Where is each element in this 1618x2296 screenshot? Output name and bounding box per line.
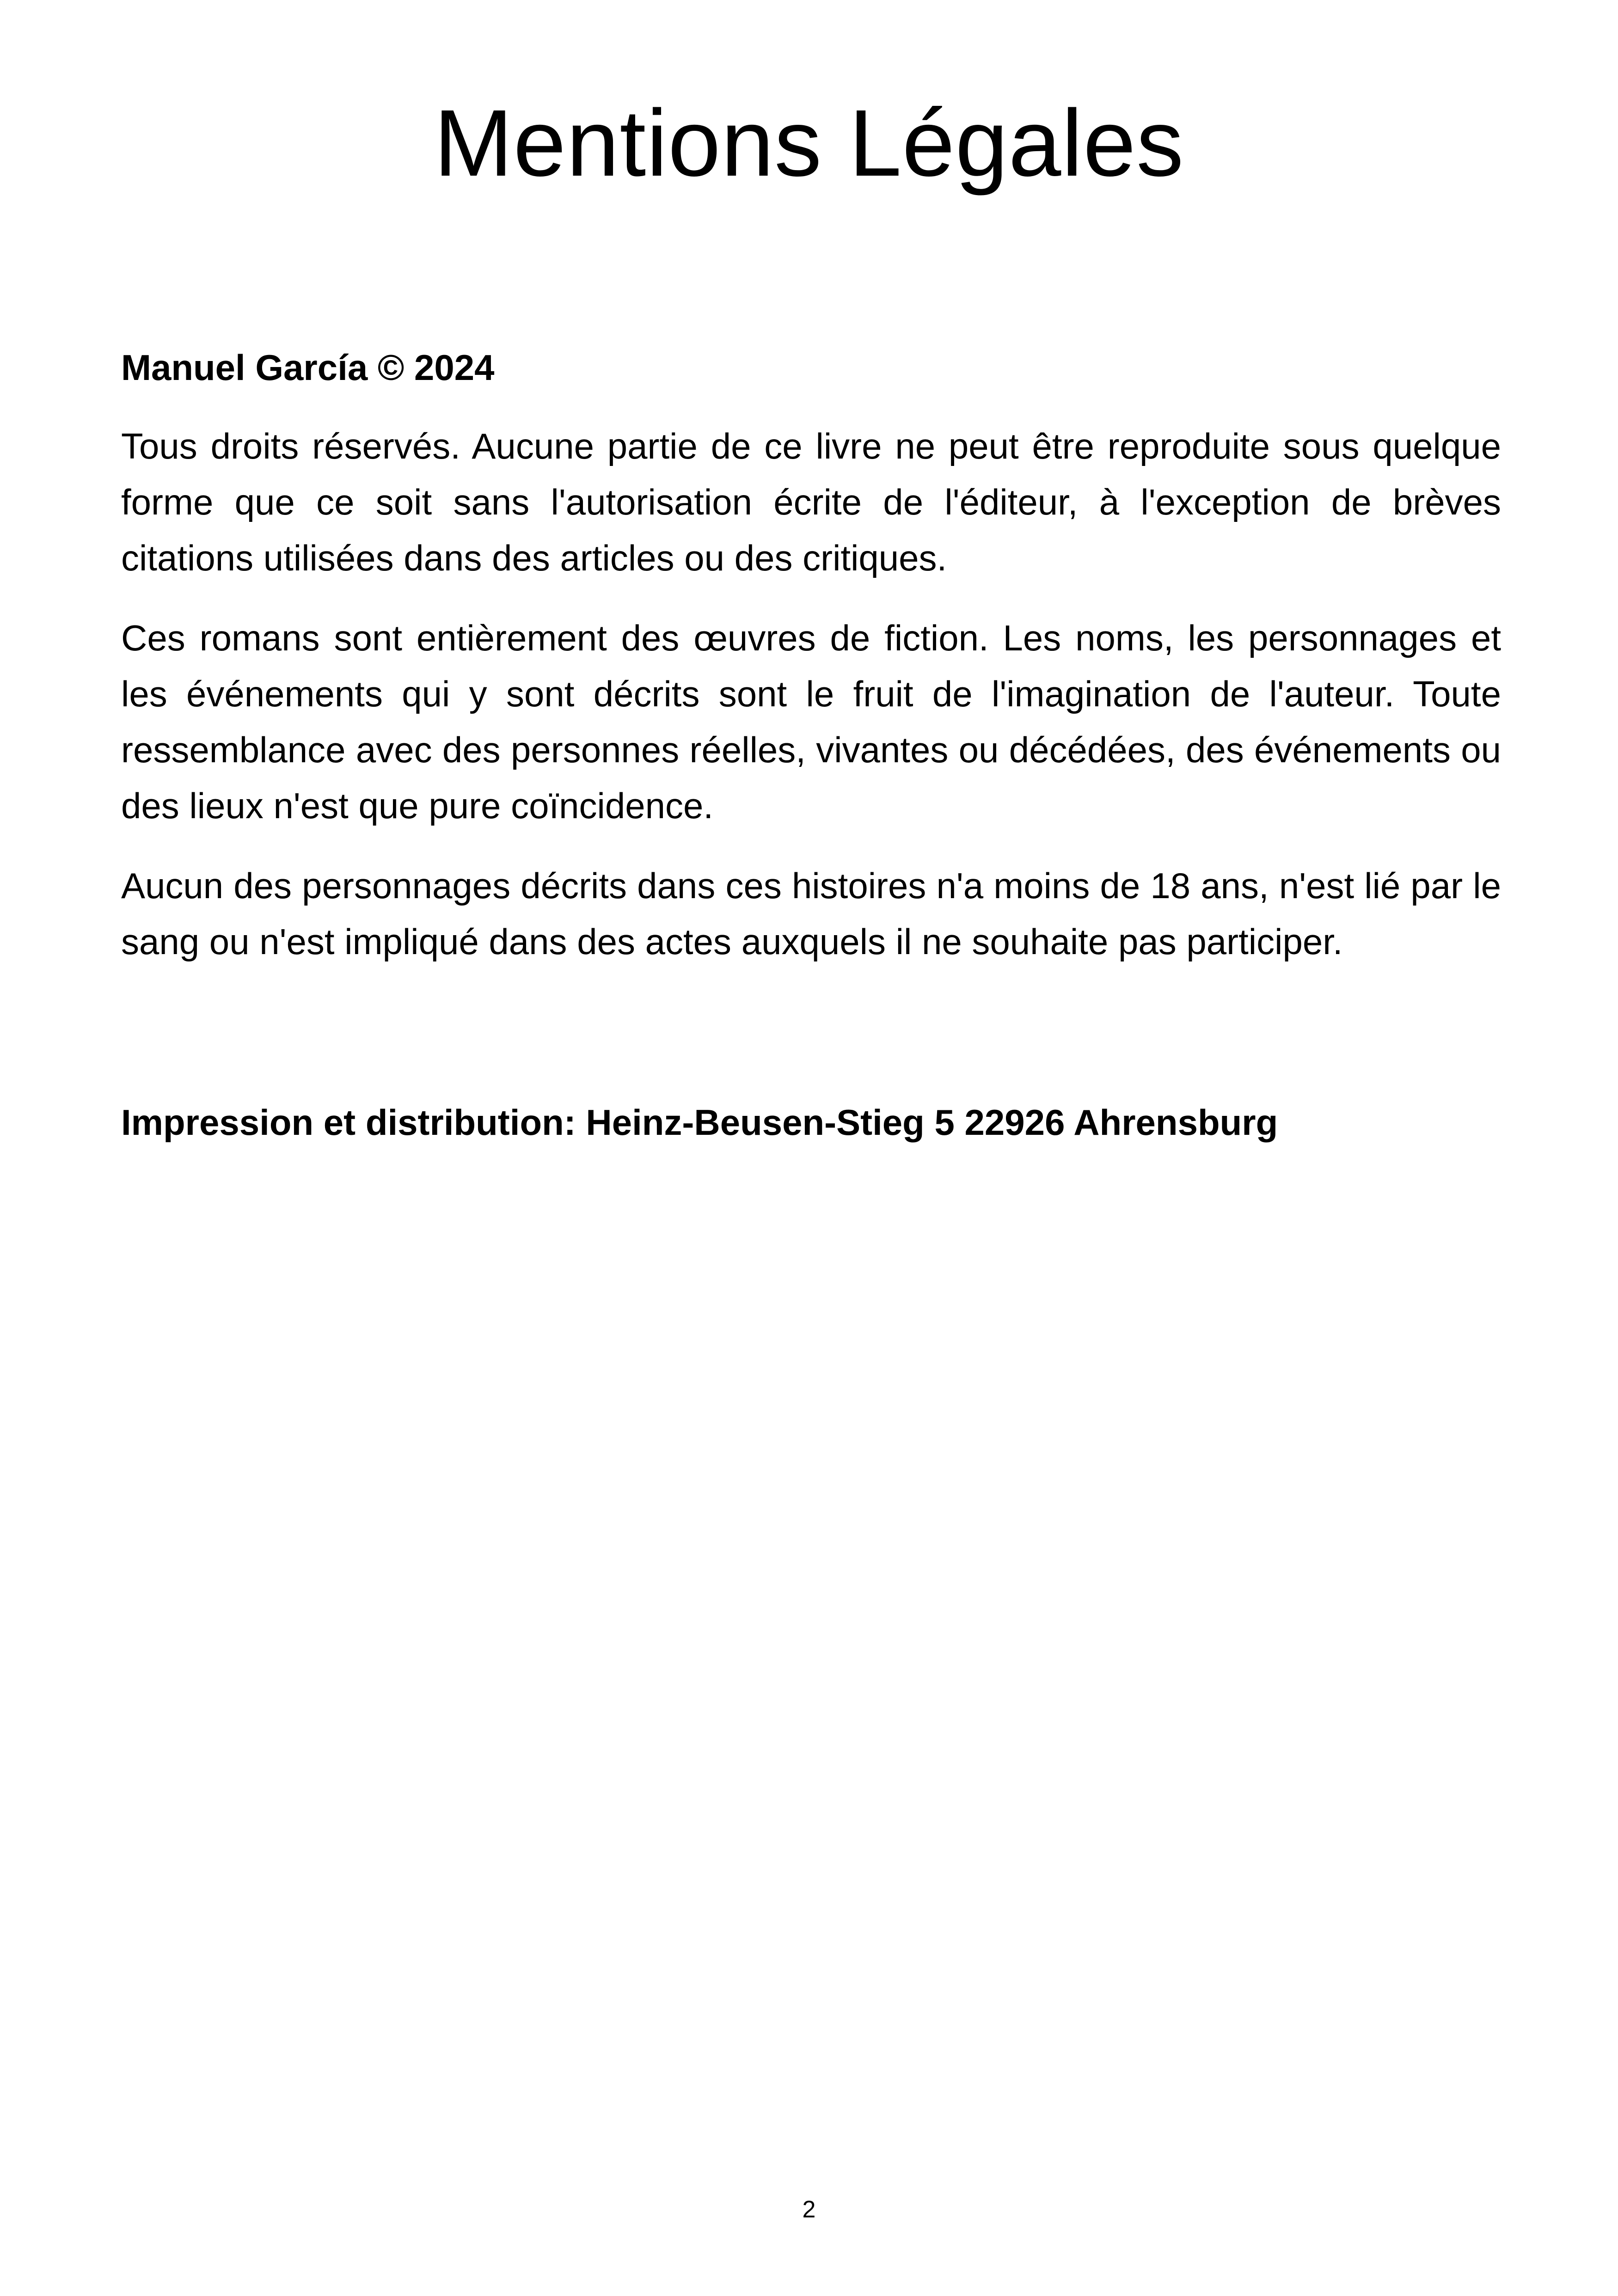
legal-notice-body [121, 340, 1501, 1150]
age-disclaimer-paragraph: Aucun des personnages décrits dans ces histoires n'a moins de 18 ans, n'est lié par le sang ou n'est impliqué dans des actes auxquels il ne souhaite pas participer. [121, 865, 1501, 962]
author-copyright-line: Manuel García © 2024 [121, 347, 495, 388]
imprint-address: Impression et distribution: Heinz-Beusen-Stieg 5 22926 Ahrensburg [121, 1102, 1278, 1143]
fiction-disclaimer-paragraph: Ces romans sont entièrement des œuvres de fiction. Les noms, les personnages et les événements qui y sont décrits sont le fruit de l'imagination de l'auteur. Toute ressemblance avec des personnes réelles, vivantes ou décédées, des événements ou des lieux n'est que pure coïncidence. [121, 618, 1501, 826]
page-number: 2 [802, 2196, 816, 2223]
rights-paragraph: Tous droits réservés. Aucune partie de ce livre ne peut être reproduite sous quelque forme que ce soit sans l'autorisation écrite de l'éditeur, à l'exception de brèves citations utilisées dans des articles ou des critiques. [121, 426, 1501, 578]
page-title: Mentions Légales [434, 90, 1184, 196]
